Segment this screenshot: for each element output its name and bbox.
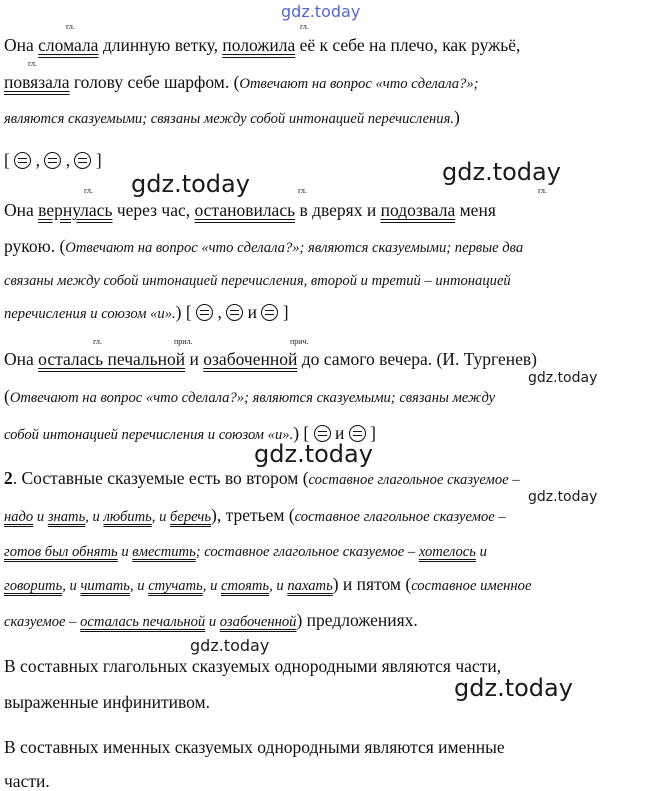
predicate: осталась печальной [38, 349, 186, 369]
text: в дверях и [295, 200, 381, 220]
predicate: вернулась [38, 200, 113, 220]
text: ) [ [293, 423, 314, 443]
text: ( [4, 386, 10, 406]
part-of-speech-mark: гл. [66, 22, 75, 31]
predicate-circle-icon [226, 304, 243, 321]
predicate: говорить [4, 578, 63, 594]
explanation: перечисления и союзом «и». [4, 306, 176, 322]
explanation: ; составное глагольное сказуемое – [195, 544, 419, 560]
predicate: хотелось [418, 544, 476, 560]
comma: , [31, 150, 45, 170]
bracket: ] [365, 423, 376, 443]
watermark: gdz.today [454, 674, 573, 702]
part-of-speech-mark: гл. [538, 186, 547, 195]
text: голову себе шарфом. ( [69, 72, 240, 92]
text: и [185, 349, 204, 369]
predicate-circle-icon [74, 152, 91, 169]
text: ) предложениях. [296, 610, 418, 630]
sentence-3-line-2 [4, 386, 495, 408]
item-number: 2 [4, 468, 13, 488]
text: . Составные сказуемые есть во втором ( [12, 468, 309, 488]
part-of-speech-mark: гл. [300, 22, 309, 31]
part-of-speech-mark: гл. [84, 186, 93, 195]
text: Она [4, 200, 39, 220]
part-of-speech-mark: прил. [174, 337, 193, 346]
text: через час, [112, 200, 195, 220]
predicate: остановилась [194, 200, 296, 220]
watermark: gdz.today [528, 370, 598, 386]
predicate: стоять [221, 578, 270, 594]
watermark: gdz.today [131, 170, 250, 198]
explanation: Отвечают на вопрос «что сделала?»; являются сказуемыми; первые два [65, 240, 524, 256]
text: и [117, 544, 133, 560]
scheme-1 [4, 150, 102, 170]
text: , и [62, 578, 81, 594]
predicate: вместить [132, 544, 196, 560]
predicate: осталась печальной [80, 614, 206, 630]
predicate: озабоченной [219, 614, 297, 630]
sentence-2-line-4 [4, 302, 289, 324]
sentence-3-line-1 [4, 349, 537, 369]
explanation: составное глагольное сказуемое – [294, 509, 506, 525]
paragraph-2-line-1 [4, 468, 520, 490]
predicate-circle-icon [14, 152, 31, 169]
watermark: gdz.today [254, 440, 373, 468]
predicate-circle-icon [349, 425, 366, 442]
part-of-speech-mark: гл. [298, 186, 307, 195]
paragraph-3-line-1: В составных глагольных сказуемых однородными являются части, [4, 656, 502, 676]
sentence-2-line-1 [4, 200, 496, 220]
predicate: озабоченной [203, 349, 298, 369]
paragraph-2-line-3 [4, 540, 487, 562]
paragraph-4-line-2: части. [4, 771, 50, 791]
predicate: знать [47, 509, 86, 525]
explanation: являются сказуемыми; связаны между собой интонацией перечисления. [4, 111, 455, 127]
predicate: пахать [287, 578, 333, 594]
part-of-speech-mark: гл. [93, 337, 102, 346]
explanation: собой интонацией перечисления и союзом «и». [4, 427, 294, 443]
watermark: gdz.today [281, 2, 361, 21]
explanation: составное именное [411, 578, 532, 594]
sentence-2-line-2 [4, 236, 523, 258]
predicate: повязала [4, 72, 70, 92]
text: , и [129, 578, 149, 594]
text: рукою. ( [4, 236, 66, 256]
text: и [205, 614, 220, 630]
sentence-1-line-1 [4, 35, 520, 55]
text: , и [269, 578, 288, 594]
predicate-circle-icon [44, 152, 61, 169]
comma: , [213, 302, 227, 322]
text: меня [455, 200, 496, 220]
text: ) [ [175, 302, 197, 322]
text: ) и пятом ( [332, 574, 412, 594]
predicate: готов был обнять [4, 544, 118, 560]
sentence-1-line-2 [4, 72, 479, 94]
text: ), третьем ( [211, 505, 295, 525]
bracket: ] [278, 302, 289, 322]
text: и [33, 509, 48, 525]
explanation: Отвечают на вопрос «что сделала?»; [239, 76, 479, 92]
conjunction: и [243, 302, 262, 322]
sentence-2-line-3 [4, 269, 511, 291]
watermark: gdz.today [528, 489, 598, 505]
comma: , [61, 150, 75, 170]
paragraph-2-line-4 [4, 574, 531, 596]
predicate: надо [4, 509, 34, 525]
predicate-circle-icon [314, 425, 331, 442]
text: и [475, 544, 487, 560]
predicate: стучать [148, 578, 203, 594]
text: , и [85, 509, 104, 525]
text: ) [454, 107, 460, 127]
text: Она [4, 35, 39, 55]
watermark: gdz.today [190, 636, 270, 655]
bracket: [ [4, 150, 15, 170]
paragraph-4-line-1: В составных именных сказуемых однородными являются именные [4, 737, 505, 757]
predicate: сломала [38, 35, 99, 55]
paragraph-2-line-5 [4, 610, 418, 632]
text: до самого вечера. (И. Тургенев) [297, 349, 537, 369]
predicate: любить [103, 509, 152, 525]
text: её к себе на плечо, как ружьё, [295, 35, 521, 55]
text: длинную ветку, [98, 35, 223, 55]
part-of-speech-mark: гл. [28, 59, 37, 68]
predicate: положила [222, 35, 296, 55]
predicate-circle-icon [261, 304, 278, 321]
explanation: составное глагольное сказуемое – [308, 472, 520, 488]
sentence-1-line-3 [4, 107, 460, 129]
bracket: ] [91, 150, 102, 170]
explanation: сказуемое – [4, 614, 81, 630]
predicate: беречь [170, 509, 212, 525]
conjunction: и [330, 423, 349, 443]
part-of-speech-mark: прич. [290, 337, 309, 346]
text: , и [151, 509, 171, 525]
predicate-circle-icon [196, 304, 213, 321]
sentence-3-line-3 [4, 423, 376, 445]
watermark: gdz.today [442, 158, 561, 186]
explanation: Отвечают на вопрос «что сделала?»; являются сказуемыми; связаны между [9, 390, 496, 406]
explanation: связаны между собой интонацией перечисления, второй и третий – интонацией [4, 273, 511, 289]
paragraph-2-line-2 [4, 505, 506, 527]
paragraph-3-line-2: выраженные инфинитивом. [4, 692, 210, 712]
text: , и [202, 578, 222, 594]
predicate: подозвала [380, 200, 456, 220]
text: Она [4, 349, 39, 369]
predicate: читать [80, 578, 130, 594]
